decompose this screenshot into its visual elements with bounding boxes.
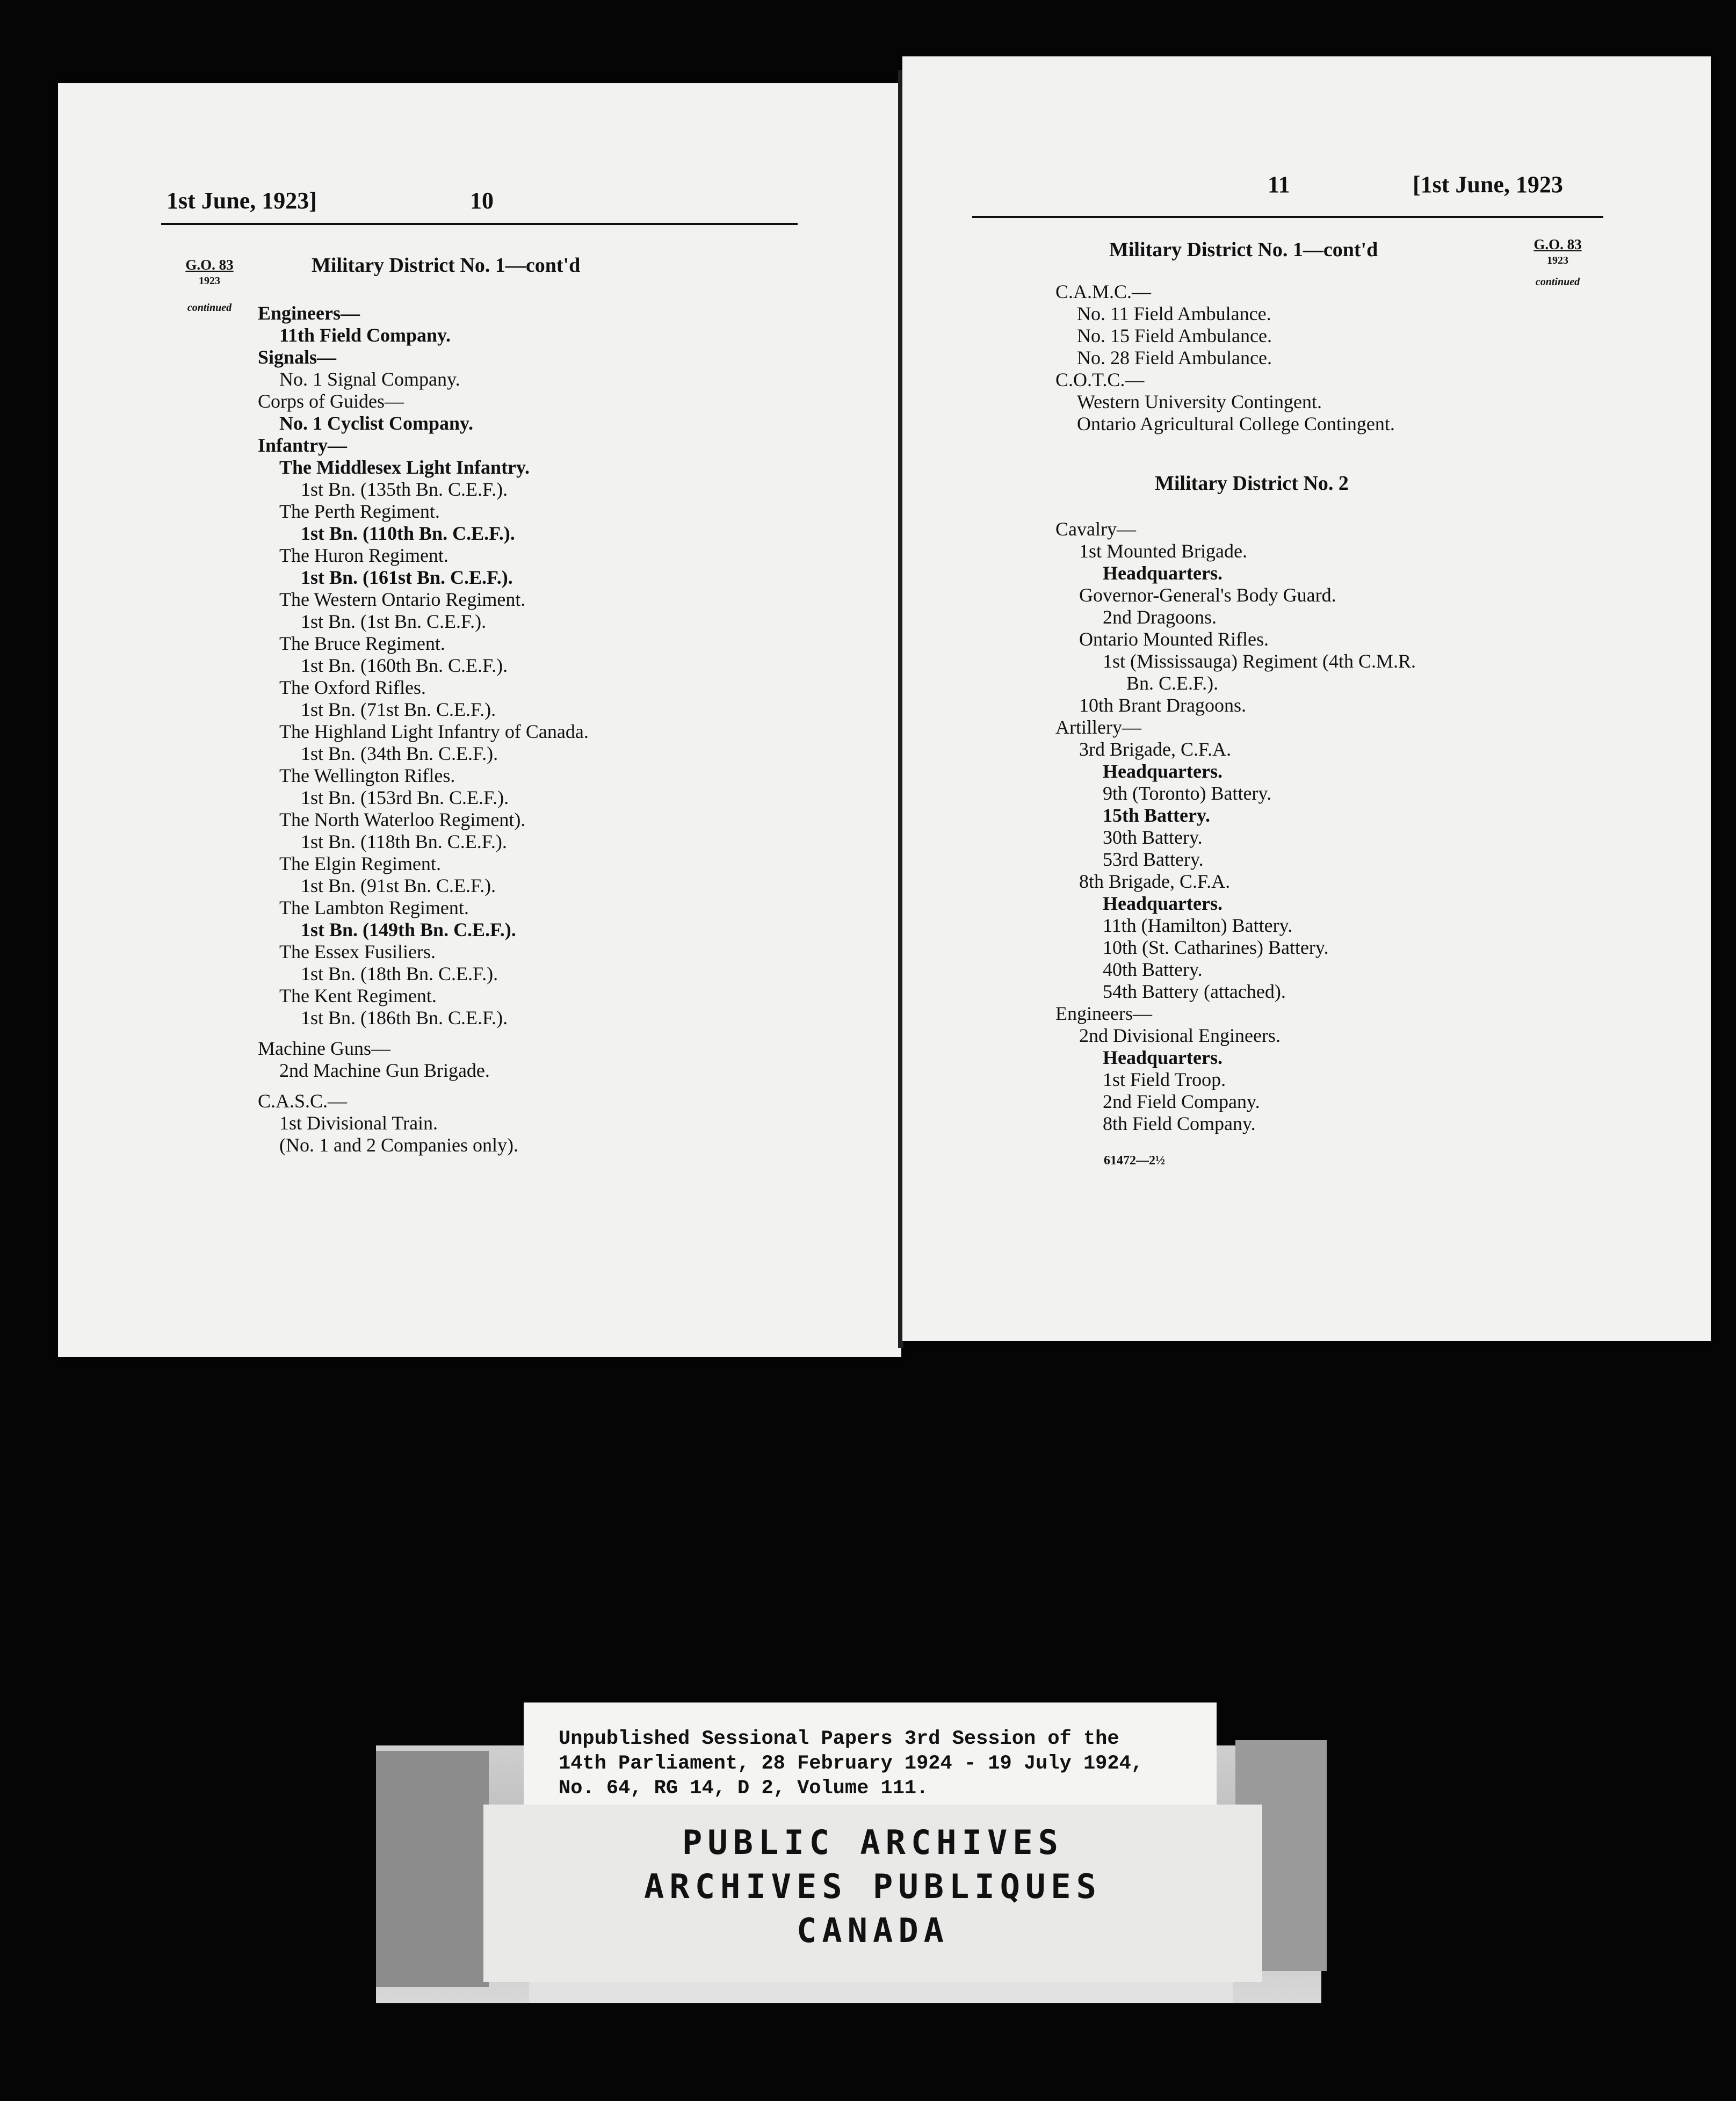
list-item: 2nd Machine Gun Brigade. — [279, 1060, 490, 1081]
list-item: 30th Battery. — [1103, 827, 1203, 848]
section-heading: Machine Guns— — [258, 1038, 390, 1059]
list-item: The Middlesex Light Infantry. — [279, 457, 530, 478]
list-item: The Huron Regiment. — [279, 545, 449, 566]
list-item: The Essex Fusiliers. — [279, 941, 436, 962]
list-item: Bn. C.E.F.). — [1126, 672, 1219, 694]
list-item: Ontario Mounted Rifles. — [1079, 628, 1269, 650]
spacer — [258, 1082, 822, 1090]
list-item: 2nd Dragoons. — [1103, 606, 1217, 628]
list-item: 1st (Mississauga) Regiment (4th C.M.R. — [1103, 650, 1416, 672]
print-code: 61472—2½ — [1104, 1154, 1165, 1168]
list-item: 40th Battery. — [1103, 959, 1203, 980]
tape-left-edge — [376, 1751, 489, 1987]
right-page-number: 11 — [1268, 171, 1290, 198]
list-item: 1st Bn. (18th Bn. C.E.F.). — [301, 963, 498, 984]
stamp-line2: ARCHIVES PUBLIQUES — [644, 1867, 1102, 1906]
list-item: 11th (Hamilton) Battery. — [1103, 915, 1293, 936]
list-item: 1st Divisional Train. — [279, 1112, 438, 1134]
list-item: The Kent Regiment. — [279, 985, 437, 1006]
list-item: 8th Field Company. — [1103, 1113, 1256, 1134]
list-item: Headquarters. — [1103, 562, 1223, 584]
right-page-date: [1st June, 1923 — [1413, 171, 1563, 198]
stamp-line3: CANADA — [797, 1911, 949, 1950]
list-item: 1st Bn. (160th Bn. C.E.F.). — [301, 655, 508, 676]
list-item: Ontario Agricultural College Contingent. — [1077, 413, 1395, 434]
list-item: 11th Field Company. — [279, 324, 451, 346]
list-item: 9th (Toronto) Battery. — [1103, 783, 1272, 804]
list-item: 2nd Field Company. — [1103, 1091, 1260, 1112]
list-item: 1st Bn. (186th Bn. C.E.F.). — [301, 1007, 508, 1028]
list-item: 1st Bn. (118th Bn. C.E.F.). — [301, 831, 507, 852]
right-go-number: G.O. 83 — [1534, 236, 1582, 252]
list-item: No. 28 Field Ambulance. — [1077, 347, 1272, 368]
list-item: The Oxford Rifles. — [279, 677, 426, 698]
list-item: 1st Bn. (110th Bn. C.E.F.). — [301, 523, 515, 544]
left-page-body — [258, 302, 822, 1156]
list-item: No. 11 Field Ambulance. — [1077, 303, 1271, 324]
list-item: No. 15 Field Ambulance. — [1077, 325, 1272, 346]
list-item: No. 1 Signal Company. — [279, 368, 460, 390]
list-item: The Elgin Regiment. — [279, 853, 441, 874]
list-item: 53rd Battery. — [1103, 849, 1204, 870]
section-heading: Cavalry— — [1055, 518, 1136, 540]
list-item: The Lambton Regiment. — [279, 897, 469, 918]
section-heading: C.O.T.C.— — [1055, 369, 1145, 390]
list-item: (No. 1 and 2 Companies only). — [279, 1134, 518, 1156]
list-item: 1st Bn. (135th Bn. C.E.F.). — [301, 479, 508, 500]
archive-label — [559, 1727, 1203, 1801]
left-page-number: 10 — [470, 187, 494, 214]
list-item: 1st Bn. (149th Bn. C.E.F.). — [301, 919, 516, 940]
list-item: 1st Mounted Brigade. — [1079, 540, 1247, 562]
section-heading: C.A.M.C.— — [1055, 281, 1152, 302]
list-item: The Perth Regiment. — [279, 501, 440, 522]
list-item: 1st Bn. (161st Bn. C.E.F.). — [301, 567, 513, 588]
right-page-title: Military District No. 1—cont'd — [1109, 238, 1378, 261]
archive-label-line2: 14th Parliament, 28 February 1924 - 19 July 1924, — [559, 1752, 1143, 1775]
list-item: 1st Bn. (91st Bn. C.E.F.). — [301, 875, 496, 896]
list-item: 10th Brant Dragoons. — [1079, 694, 1246, 716]
list-item: 1st Bn. (71st Bn. C.E.F.). — [301, 699, 496, 720]
section-heading: Artillery— — [1055, 716, 1141, 738]
section-heading: Signals— — [258, 346, 337, 368]
archive-stamp — [483, 1821, 1262, 1953]
right-go-continued: continued — [1535, 276, 1580, 288]
list-item: 54th Battery (attached). — [1103, 981, 1286, 1002]
right-page-body-b — [1055, 518, 1593, 1135]
list-item: Western University Contingent. — [1077, 391, 1322, 412]
list-item: No. 1 Cyclist Company. — [279, 412, 474, 434]
list-item: 1st Bn. (34th Bn. C.E.F.). — [301, 743, 498, 764]
right-page-body-a — [1055, 281, 1593, 435]
list-item: 1st Bn. (1st Bn. C.E.F.). — [301, 611, 487, 632]
section-heading: Infantry— — [258, 434, 348, 456]
right-go-year: 1923 — [1547, 255, 1568, 266]
list-item: The Wellington Rifles. — [279, 765, 455, 786]
right-section-title: Military District No. 2 — [1155, 472, 1349, 495]
list-item: 10th (St. Catharines) Battery. — [1103, 937, 1329, 958]
list-item: Headquarters. — [1103, 760, 1223, 782]
list-item: The Western Ontario Regiment. — [279, 589, 526, 610]
stamp-line1: PUBLIC ARCHIVES — [682, 1823, 1064, 1862]
section-heading: Engineers— — [1055, 1003, 1152, 1024]
list-item: 3rd Brigade, C.F.A. — [1079, 738, 1232, 760]
left-go-number: G.O. 83 — [185, 257, 234, 273]
tape-bottom-strip — [529, 1982, 1233, 2003]
left-page-title: Military District No. 1—cont'd — [312, 254, 581, 277]
list-item: 15th Battery. — [1103, 805, 1210, 826]
list-item: The Highland Light Infantry of Canada. — [279, 721, 589, 742]
list-item: The North Waterloo Regiment). — [279, 809, 526, 830]
list-item: 8th Brigade, C.F.A. — [1079, 871, 1231, 892]
spacer — [258, 1029, 822, 1038]
left-header-rule — [161, 223, 798, 225]
list-item: Governor-General's Body Guard. — [1079, 584, 1336, 606]
left-go-continued: continued — [187, 302, 232, 314]
list-item: 1st Field Troop. — [1103, 1069, 1226, 1090]
list-item: Headquarters. — [1103, 893, 1223, 914]
left-page-date: 1st June, 1923] — [167, 187, 317, 214]
left-go-block — [172, 257, 247, 316]
section-heading: C.A.S.C.— — [258, 1090, 348, 1112]
section-heading: Corps of Guides— — [258, 390, 404, 412]
archive-label-line1: Unpublished Sessional Papers 3rd Session of the — [559, 1728, 1119, 1750]
list-item: The Bruce Regiment. — [279, 633, 445, 654]
section-heading: Engineers— — [258, 302, 360, 324]
left-go-year: 1923 — [199, 275, 220, 287]
list-item: 2nd Divisional Engineers. — [1079, 1025, 1281, 1046]
list-item: 1st Bn. (153rd Bn. C.E.F.). — [301, 787, 509, 808]
list-item: Headquarters. — [1103, 1047, 1223, 1068]
right-header-rule — [972, 216, 1603, 218]
archive-label-line3: No. 64, RG 14, D 2, Volume 111. — [559, 1777, 929, 1800]
